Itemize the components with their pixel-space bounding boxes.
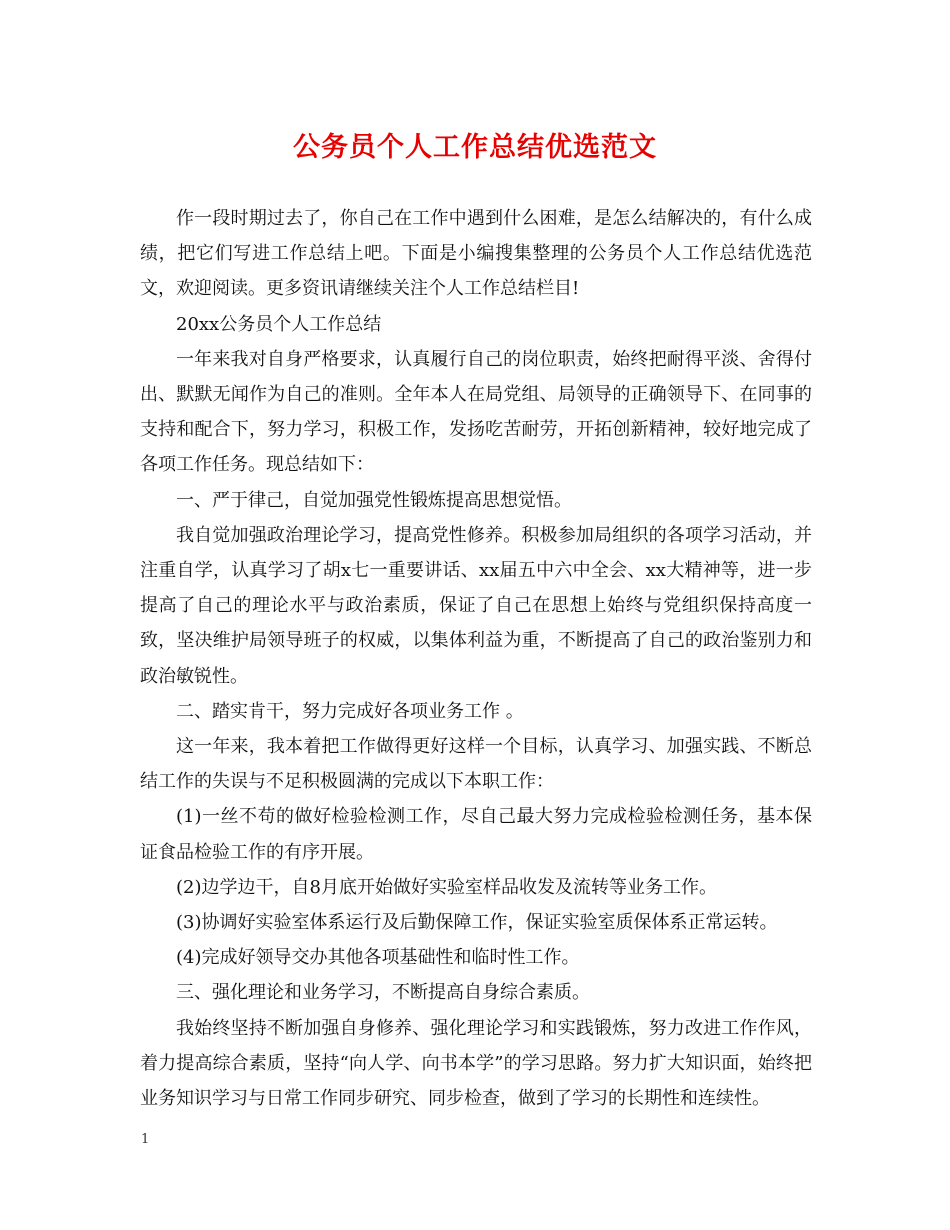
list-item-2: (2)边学边干，自8月底开始做好实验室样品收发及流转等业务工作。 bbox=[176, 876, 717, 898]
document-body bbox=[140, 201, 812, 1116]
paragraph-section-1: 我自觉加强政治理论学习，提高党性修养。积极参加局组织的各项学习活动，并注重自学，认真学习了胡x七一重要讲话、xx届五中六中全会、xx大精神等，进一步提高了自己的理论水平与政治素质，保证了自己在思想上始终与党组织保持高度一致，坚决维护局领导班子的权威，以集体利益为重，不断提高了自己的政治鉴别力和政治敏锐性。 bbox=[140, 524, 812, 687]
list-item-4: (4)完成好领导交办其他各项基础性和临时性工作。 bbox=[176, 947, 580, 969]
document-title: 公务员个人工作总结优选范文 bbox=[293, 132, 657, 163]
section-heading-1: 一、严于律己，自觉加强党性锻炼提高思想觉悟。 bbox=[176, 489, 572, 511]
paragraph-section-3: 我始终坚持不断加强自身修养、强化理论学习和实践锻炼，努力改进工作作风，着力提高综合素质，坚持“向人学、向书本学”的学习思路。努力扩大知识面，始终把业务知识学习与日常工作同步研究、同步检查，做到了学习的长期性和连续性。 bbox=[140, 1017, 812, 1110]
paragraph-section-2: 这一年来，我本着把工作做得更好这样一个目标，认真学习、加强实践、不断总结工作的失误与不足积极圆满的完成以下本职工作： bbox=[140, 736, 812, 793]
list-item-1: (1)一丝不苟的做好检验检测工作，尽自己最大努力完成检验检测任务，基本保证食品检验工作的有序开展。 bbox=[140, 806, 812, 863]
section-heading-3: 三、强化理论和业务学习，不断提高自身综合素质。 bbox=[176, 982, 590, 1004]
section-heading-2: 二、踏实肯干，努力完成好各项业务工作 。 bbox=[176, 700, 524, 722]
page-number: 1 bbox=[141, 1132, 150, 1147]
paragraph-overview: 一年来我对自身严格要求，认真履行自己的岗位职责，始终把耐得平淡、舍得付出、默默无闻作为自己的准则。全年本人在局党组、局领导的正确领导下、在同事的支持和配合下，努力学习，积极工作，发扬吃苦耐劳，开拓创新精神，较好地完成了各项工作任务。现总结如下： bbox=[140, 348, 812, 476]
paragraph-subtitle: 20xx公务员个人工作总结 bbox=[176, 313, 382, 335]
paragraph-intro: 作一段时期过去了，你自己在工作中遇到什么困难，是怎么结解决的，有什么成绩，把它们写进工作总结上吧。下面是小编搜集整理的公务员个人工作总结优选范文，欢迎阅读。更多资讯请继续关注个人工作总结栏目! bbox=[140, 208, 812, 300]
list-item-3: (3)协调好实验室体系运行及后勤保障工作，保证实验室质保体系正常运转。 bbox=[176, 912, 778, 934]
